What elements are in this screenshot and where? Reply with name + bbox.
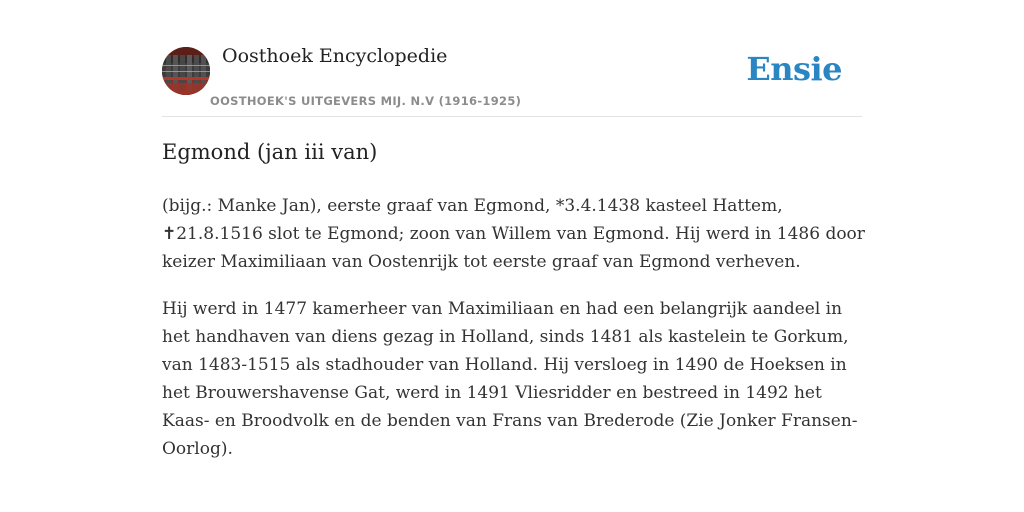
article-title: Egmond (jan iii van) bbox=[162, 140, 378, 164]
article-body bbox=[162, 192, 872, 482]
publication-subtitle: OOSTHOEK'S UITGEVERS MIJ. N.V (1916-1925) bbox=[210, 94, 522, 108]
article-paragraph: Hij werd in 1477 kamerheer van Maximiliaan en had een belangrijk aandeel in het handhaven van diens gezag in Holland, sinds 1481 als kastelein te Gorkum, van 1483-1515 als stadhouder van Holland. Hij versloeg in 1490 de Hoeksen in het Brouwershavense Gat, werd in 1491 Vliesridder en bestreed in 1492 het Kaas- en Broodvolk en de benden van Frans van Brederode (Zie Jonker Fransen-Oorlog). bbox=[162, 299, 858, 459]
brand-logo[interactable]: Ensie bbox=[746, 50, 842, 88]
article-paragraph: (bijg.: Manke Jan), eerste graaf van Egmond, *3.4.1438 kasteel Hattem, ✝21.8.1516 slot te Egmond; zoon van Willem van Egmond. Hij werd in 1486 door keizer Maximiliaan van Oostenrijk tot eerste graaf van Egmond verheven. bbox=[162, 196, 865, 272]
encyclopedia-books-icon[interactable] bbox=[162, 47, 210, 95]
publication-title[interactable]: Oosthoek Encyclopedie bbox=[222, 45, 448, 67]
header bbox=[162, 40, 862, 117]
